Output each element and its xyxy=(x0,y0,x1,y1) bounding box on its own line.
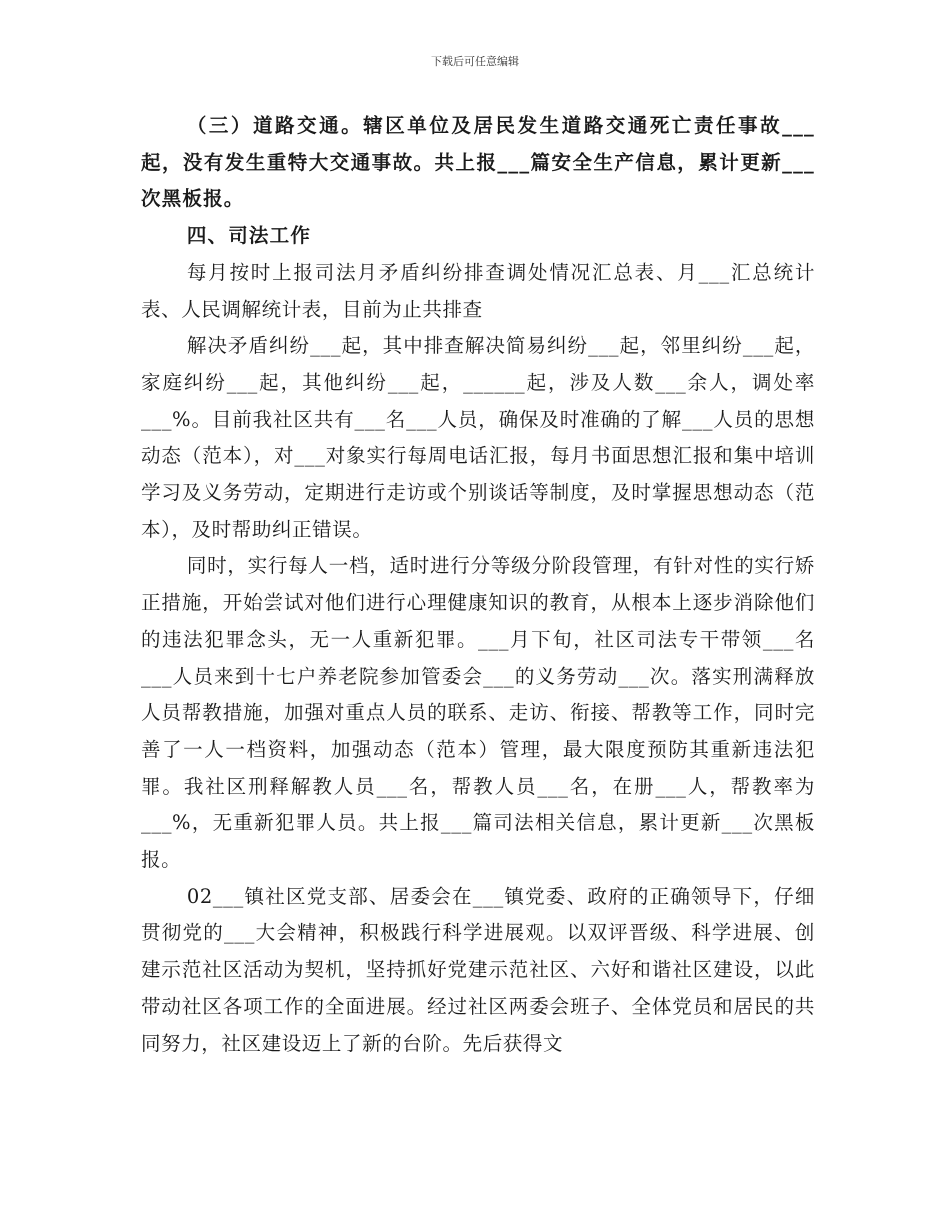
paragraph-party-branch: 02___镇社区党支部、居委会在___镇党委、政府的正确领导下，仔细贯彻党的___大会精神，积极践行科学进展观。以双评晋级、科学进展、创建示范社区活动为契机，坚持抓好党建示范社区、六好和谐社区建设，以此带动社区各项工作的全面进展。经过社区两委会班子、全体党员和居民的共同努力，社区建设迈上了新的台阶。先后获得文 xyxy=(141,884,815,1055)
paragraph-monthly-report: 每月按时上报司法月矛盾纠纷排查调处情况汇总表、月___汇总统计表、人民调解统计表，目前为止共排查 xyxy=(141,260,815,321)
paragraph-correction-measures: 同时，实行每人一档，适时进行分等级分阶段管理，有针对性的实行矫正措施，开始尝试对他们进行心理健康知识的教育，从根本上逐步消除他们的违法犯罪念头，无一人重新犯罪。___月下旬，社区司法专干带领___名___人员来到十七户养老院参加管委会___的义务劳动___次。落实刑满释放人员帮教措施，加强对重点人员的联系、走访、衔接、帮教等工作，同时完善了一人一档资料，加强动态（范本）管理，最大限度预防其重新违法犯罪。我社区刑释解教人员___名，帮教人员___名，在册___人，帮教率为___%，无重新犯罪人员。共上报___篇司法相关信息，累计更新___次黑板报。 xyxy=(141,554,815,872)
paragraph-dispute-resolution: 解决矛盾纠纷___起，其中排查解决简易纠纷___起，邻里纠纷___起，家庭纠纷___起，其他纠纷___起，______起，涉及人数___余人，调处率___%。目前我社区共有___名___人员，确保及时准确的了解___人员的思想动态（范本），对___对象实行每周电话汇报，每月书面思想汇报和集中培训学习及义务劳动，定期进行走访或个别谈话等制度，及时掌握思想动态（范本），及时帮助纠正错误。 xyxy=(141,334,815,541)
document-body xyxy=(141,108,815,1062)
paragraph-road-traffic: （三）道路交通。辖区单位及居民发生道路交通死亡责任事故___起，没有发生重特大交通事故。共上报___篇安全生产信息，累计更新___次黑板报。 xyxy=(141,114,815,211)
section-heading-judicial-work: 四、司法工作 xyxy=(186,224,312,248)
page-header: 下载后可任意编辑 xyxy=(431,55,519,68)
